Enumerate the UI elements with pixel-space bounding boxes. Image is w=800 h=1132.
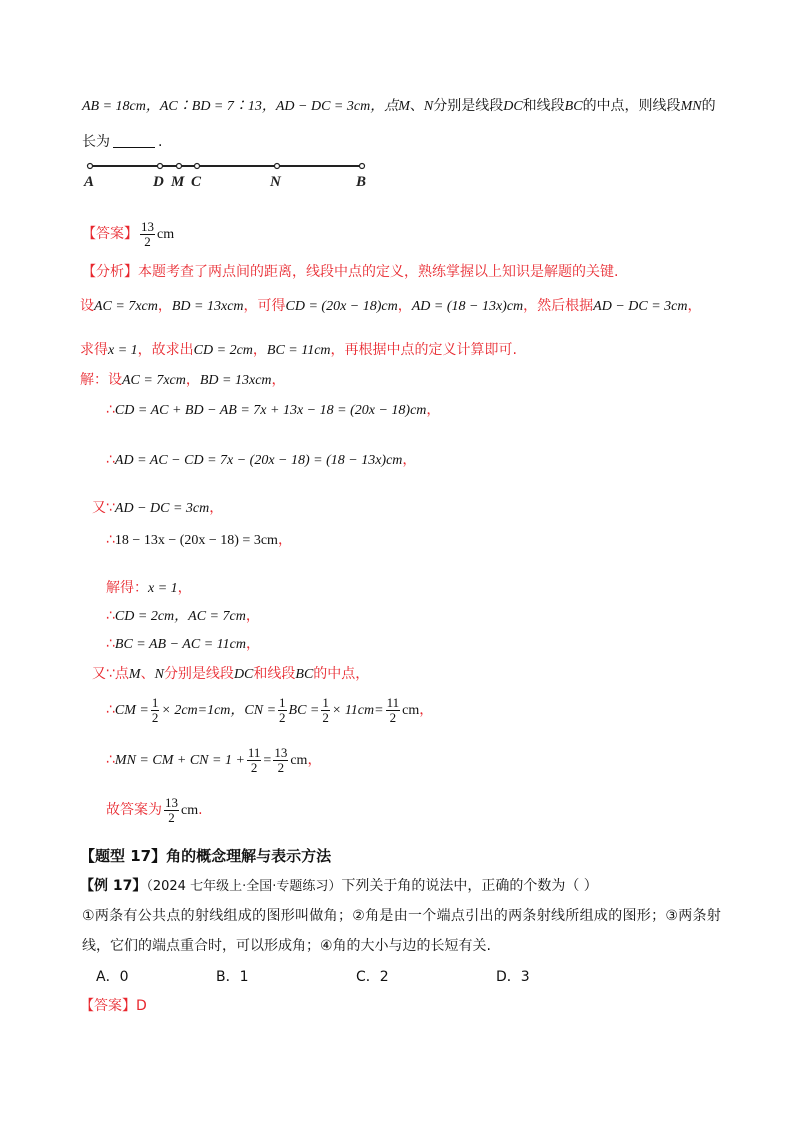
- point-c-dot: [195, 164, 200, 169]
- segment-mn: MN: [680, 99, 702, 114]
- analysis-line-2: [80, 296, 702, 317]
- problem-condition: AB = 18cm，AC∶BD = 7∶13，AD − DC = 3cm，点: [82, 99, 399, 114]
- option-d: D．3: [496, 969, 530, 985]
- math: N: [154, 667, 164, 682]
- example-answer: [80, 996, 147, 1016]
- text: ，: [245, 636, 260, 652]
- fraction: [278, 696, 287, 725]
- example-statement-1: ①两条有公共点的射线组成的图形叫做角；②角是由一个端点引出的两条射线所组成的图形；③两条射: [82, 908, 722, 924]
- math: x = 1: [148, 581, 178, 596]
- math: AD − DC = 3cm: [114, 501, 210, 516]
- solution-line-6: [106, 578, 192, 599]
- answer-value: D: [136, 998, 147, 1014]
- therefore-symbol: ∴: [106, 608, 115, 624]
- solution-line-9: [92, 664, 369, 685]
- text: ，然后根据: [523, 298, 594, 314]
- text: ，: [252, 342, 267, 358]
- math: BC: [295, 667, 314, 682]
- math: AD = (18 − 13x)cm: [411, 299, 524, 314]
- answer-blank: [113, 133, 155, 148]
- analysis-line-3: [80, 340, 517, 361]
- solution-final: [106, 794, 203, 827]
- point-d-dot: [158, 164, 163, 169]
- label-c: C: [191, 174, 202, 190]
- label-n: N: [270, 174, 281, 190]
- math: BC = 11cm: [266, 343, 331, 358]
- text: 和线段: [522, 98, 565, 114]
- text: 和线段: [253, 666, 296, 682]
- text: .: [158, 134, 163, 150]
- example-header: [80, 876, 598, 897]
- solution-line-11: [106, 744, 321, 777]
- math: CD = AC + BD − AB = 7x + 13x − 18 = (20x − 18)cm: [114, 403, 427, 418]
- denominator: 2: [279, 709, 286, 725]
- fraction: [247, 746, 262, 775]
- therefore-symbol: ∴: [106, 636, 115, 652]
- fraction: [321, 696, 330, 725]
- solution-line-3: [106, 450, 416, 471]
- text: ，: [209, 500, 224, 516]
- problem-line-2: [82, 132, 162, 152]
- separator: 、: [409, 98, 424, 114]
- fraction: [273, 746, 288, 775]
- segment-diagram: [80, 158, 380, 194]
- numerator: 1: [279, 694, 286, 710]
- label-d: D: [153, 174, 164, 190]
- math: BD = 13xcm: [171, 299, 244, 314]
- text: ，: [397, 298, 412, 314]
- point-n: N: [423, 99, 434, 114]
- math: CM =: [114, 703, 149, 718]
- segment-bc: BC: [564, 99, 583, 114]
- option-b: B．1: [216, 969, 249, 985]
- denominator: 2: [151, 709, 159, 725]
- point-a-dot: [88, 164, 93, 169]
- solution-line-8: [106, 634, 260, 655]
- analysis-line-1: [82, 262, 618, 282]
- point-n-dot: [275, 164, 280, 169]
- numerator: 13: [274, 744, 288, 760]
- unit: cm: [402, 703, 420, 718]
- text: ，: [177, 580, 192, 596]
- label-m: M: [171, 174, 185, 190]
- numerator: 1: [151, 694, 159, 710]
- text: 分别是线段: [433, 98, 504, 114]
- numerator: 11: [247, 744, 261, 760]
- option-a: A．0: [96, 969, 129, 985]
- solution-line-4: [92, 498, 223, 519]
- because-symbol: 又∵: [92, 666, 115, 682]
- text: ，: [426, 402, 441, 418]
- text: ，: [271, 372, 286, 388]
- math: 18 − 13x − (20x − 18) = 3cm: [114, 533, 278, 548]
- answer-line: [82, 218, 174, 251]
- therefore-symbol: ∴: [106, 702, 115, 718]
- text: ，: [307, 752, 322, 768]
- denominator: 2: [144, 233, 151, 249]
- example-tag: 【例 17】: [80, 878, 147, 894]
- fraction: [164, 796, 179, 825]
- analysis-tag: 【分析】: [82, 264, 138, 280]
- text: ，可得: [243, 298, 286, 314]
- label-a: A: [84, 174, 95, 190]
- text: 求得: [80, 342, 108, 358]
- text: 点: [114, 666, 129, 682]
- denominator: 2: [250, 759, 258, 775]
- point-m: M: [398, 99, 410, 114]
- math: × 2cm=1cm，CN =: [161, 703, 277, 718]
- therefore-symbol: ∴: [106, 452, 115, 468]
- math: M: [128, 667, 141, 682]
- text: ，: [277, 532, 292, 548]
- label-b: B: [356, 174, 367, 190]
- text: ，: [157, 298, 172, 314]
- math: x = 1: [108, 343, 138, 358]
- text: 设: [80, 298, 94, 314]
- math: CD = (20x − 18)cm: [285, 299, 398, 314]
- unit: cm: [181, 803, 199, 818]
- analysis-text: 本题考查了两点间的距离，线段中点的定义，熟练掌握以上知识是解题的关键.: [138, 264, 619, 280]
- numerator: 13: [165, 794, 178, 810]
- math: BC =: [288, 703, 320, 718]
- text: 故答案为: [106, 802, 162, 818]
- math: CD = 2cm，AC = 7cm: [114, 609, 246, 624]
- segment-dc: DC: [503, 99, 523, 114]
- math: AC = 7xcm: [94, 299, 158, 314]
- math: AC = 7xcm: [122, 373, 186, 388]
- denominator: 2: [277, 759, 285, 775]
- therefore-symbol: ∴: [106, 402, 115, 418]
- text: 分别是线段: [163, 666, 234, 682]
- solution-line-1: [80, 370, 286, 391]
- unit: cm: [290, 753, 308, 768]
- answer-fraction: [140, 220, 155, 249]
- text: ，: [419, 702, 434, 718]
- point-m-dot: [177, 164, 182, 169]
- math: BC = AB − AC = 11cm: [114, 637, 246, 652]
- text: 解得：: [106, 580, 148, 596]
- fraction: [151, 696, 160, 725]
- text: 解：设: [80, 372, 122, 388]
- text: ，再根据中点的定义计算即可.: [330, 342, 517, 358]
- text: 的中点，则线段: [582, 98, 681, 114]
- option-c: C．2: [356, 969, 389, 985]
- numerator: 11: [386, 694, 400, 710]
- text: .: [198, 802, 203, 818]
- section-title: 【题型 17】角的概念理解与表示方法: [80, 847, 332, 865]
- text: ，故求出: [137, 342, 194, 358]
- text: 的中点，: [313, 666, 370, 682]
- because-symbol: 又∵: [92, 500, 115, 516]
- denominator: 2: [168, 809, 175, 825]
- text: ，: [402, 452, 417, 468]
- numerator: 1: [322, 694, 329, 710]
- unit: cm: [157, 227, 175, 242]
- math: CD = 2cm: [193, 343, 253, 358]
- text: ，: [245, 608, 260, 624]
- therefore-symbol: ∴: [106, 532, 115, 548]
- example-statement-2: 线，它们的端点重合时，可以形成角；④角的大小与边的长短有关.: [82, 938, 491, 954]
- text: ，: [185, 372, 200, 388]
- answer-tag: 【答案】: [80, 998, 136, 1014]
- text: ，: [687, 298, 702, 314]
- solution-line-2: [106, 400, 440, 421]
- math: MN = CM + CN = 1 +: [114, 753, 245, 768]
- therefore-symbol: ∴: [106, 752, 115, 768]
- solution-line-5: [106, 530, 292, 551]
- denominator: 2: [322, 709, 329, 725]
- example-source: （2024 七年级上·全国·专题练习）: [146, 879, 342, 894]
- math: BD = 13xcm: [199, 373, 272, 388]
- math: × 11cm=: [331, 703, 384, 718]
- math: AD − DC = 3cm: [593, 299, 688, 314]
- solution-line-10: [106, 694, 433, 727]
- fraction: [386, 696, 401, 725]
- example-question: 下列关于角的说法中，正确的个数为（ ）: [341, 878, 598, 894]
- text: 、: [140, 666, 155, 682]
- math: AD = AC − CD = 7x − (20x − 18) = (18 − 13x)cm: [114, 453, 403, 468]
- text: 长为: [82, 134, 110, 150]
- solution-line-7: [106, 606, 260, 627]
- answer-tag: 【答案】: [82, 226, 138, 242]
- math: =: [263, 753, 272, 768]
- text: 的: [701, 98, 716, 114]
- math: DC: [233, 667, 254, 682]
- problem-line-1: [82, 96, 716, 117]
- denominator: 2: [389, 709, 397, 725]
- point-b-dot: [360, 164, 365, 169]
- numerator: 13: [141, 218, 154, 234]
